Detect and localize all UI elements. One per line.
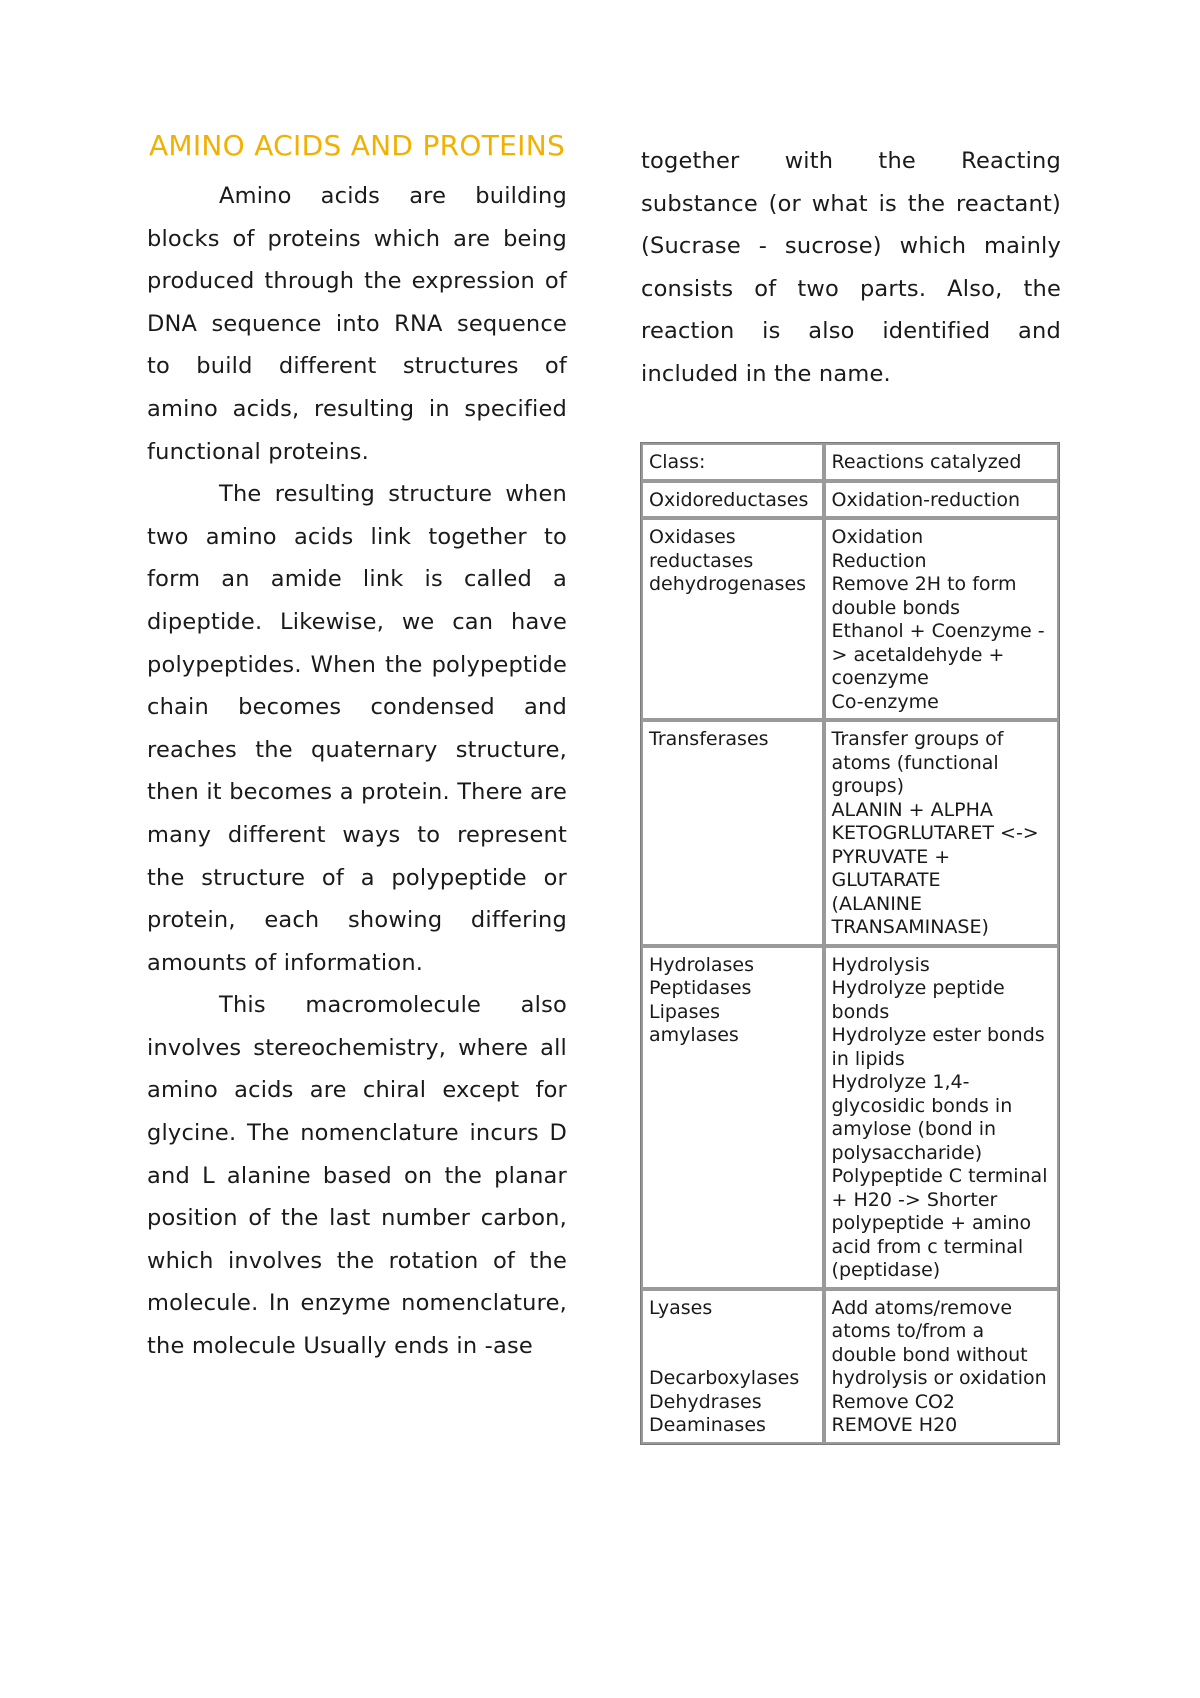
table-row (641, 518, 1059, 720)
table-cell-reaction: Hydrolysis Hydrolyze peptide bonds Hydrolyze ester bonds in lipids Hydrolyze 1,4-glycosidic bonds in amylose (bond in polysaccharide) Polypeptide C terminal + H20 -> Shorter polypeptide + amino acid from c terminal (peptidase) (824, 946, 1059, 1289)
table-cell-class: Lyases Decarboxylases Dehydrases Deaminases (641, 1289, 824, 1444)
page-title: AMINO ACIDS AND PROTEINS (148, 129, 566, 162)
body-paragraph-continued: together with the Reacting substance (or what is the reactant) (Sucrase - sucrose) which mainly consists of two parts. Also, the reaction is also identified and included in the name. (641, 148, 1061, 387)
table-row (641, 946, 1059, 1289)
table-cell-class: Hydrolases Peptidases Lipases amylases (641, 946, 824, 1289)
body-paragraph: The resulting structure when two amino acids link together to form an amide link is called a dipeptide. Likewise, we can have polypeptides. When the polypeptide chain becomes condensed and reaches the quaternary structure, then it becomes a protein. There are many different ways to represent the structure of a polypeptide or protein, each showing differing amounts of information. (147, 481, 567, 976)
table-header-row (641, 443, 1059, 481)
table-row (641, 720, 1059, 946)
table-row (641, 1289, 1059, 1444)
table-cell-reaction: Oxidation Reduction Remove 2H to form double bonds Ethanol + Coenzyme -> acetaldehyde + coenzyme Co-enzyme (824, 518, 1059, 720)
table-cell-class: Transferases (641, 720, 824, 946)
enzyme-class-table (640, 442, 1060, 1445)
body-paragraph: This macromolecule also involves stereochemistry, where all amino acids are chiral except for glycine. The nomenclature incurs D and L alanine based on the planar position of the last number carbon, which involves the rotation of the molecule. In enzyme nomenclature, the molecule Usually ends in -ase (147, 992, 567, 1360)
table-cell-reaction: Oxidation-reduction (824, 481, 1059, 519)
table-cell-class: Oxidoreductases (641, 481, 824, 519)
table-cell-reaction: Transfer groups of atoms (functional groups) ALANIN + ALPHA KETOGRLUTARET <-> PYRUVATE + GLUTARATE (ALANINE TRANSAMINASE) (824, 720, 1059, 946)
table-header-cell: Class: (641, 443, 824, 481)
body-paragraph: Amino acids are building blocks of proteins which are being produced through the expression of DNA sequence into RNA sequence to build different structures of amino acids, resulting in specified functional proteins. (147, 183, 567, 465)
right-column (641, 140, 1061, 396)
table-cell-reaction: Add atoms/remove atoms to/from a double bond without hydrolysis or oxidation Remove CO2 REMOVE H20 (824, 1289, 1059, 1444)
left-column (147, 125, 567, 1368)
table-cell-class: Oxidases reductases dehydrogenases (641, 518, 824, 720)
table-header-cell: Reactions catalyzed (824, 443, 1059, 481)
table-row (641, 481, 1059, 519)
